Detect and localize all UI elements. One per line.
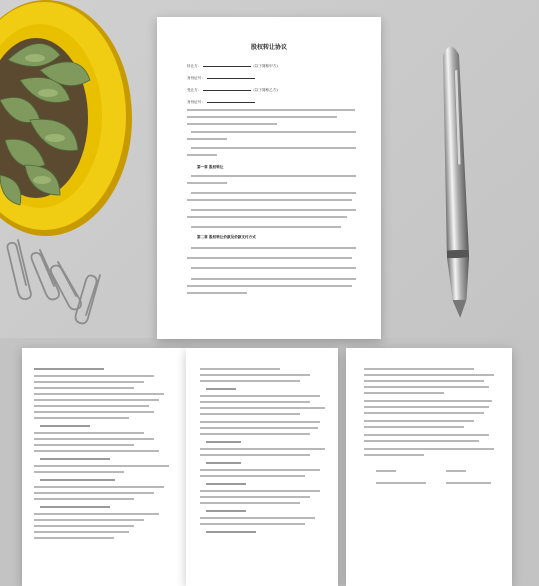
text-line: [34, 531, 129, 533]
text-line: [191, 192, 356, 194]
text-line: [364, 454, 424, 456]
party-b-label: 受让方：: [187, 88, 202, 92]
text-line: [364, 406, 489, 408]
party-a-label: 转让方：: [187, 64, 202, 68]
text-line: [34, 387, 134, 389]
text-line: [187, 123, 277, 125]
text-line: [34, 432, 144, 434]
text-line: [364, 440, 479, 442]
text-line: [34, 411, 154, 413]
text-line: [206, 483, 246, 485]
text-line: [34, 405, 149, 407]
text-line: [40, 506, 110, 508]
text-line: [187, 182, 227, 184]
text-line: [364, 434, 489, 436]
text-line: [191, 147, 356, 149]
text-line: [200, 490, 320, 492]
text-line: [187, 199, 352, 201]
text-line: [200, 433, 310, 435]
text-line: [34, 399, 159, 401]
text-line: [206, 510, 246, 512]
text-line: [200, 496, 310, 498]
text-line: [34, 393, 164, 395]
text-line: [200, 502, 300, 504]
text-line: [191, 175, 356, 177]
text-line: [364, 426, 464, 428]
chapter-2-heading: 第二章 股权转让价款及价款支付方式: [197, 235, 256, 239]
text-line: [364, 420, 474, 422]
text-line: [364, 374, 494, 376]
text-line: [34, 368, 104, 370]
text-line: [200, 421, 320, 423]
text-line: [34, 525, 134, 527]
text-line: [40, 458, 110, 460]
text-line: [34, 417, 129, 419]
text-line: [200, 523, 305, 525]
text-line: [364, 380, 484, 382]
text-line: [34, 381, 144, 383]
text-line: [34, 465, 169, 467]
text-line: [40, 425, 90, 427]
text-line: [364, 448, 494, 450]
text-line: [191, 226, 341, 228]
party-a-field: [187, 63, 278, 69]
party-b-note: (以下简称乙方): [253, 88, 278, 92]
text-line: [187, 116, 337, 118]
text-line: [200, 401, 310, 403]
document-title: 股权转让协议: [250, 44, 287, 51]
text-line: [187, 109, 355, 111]
text-line: [364, 412, 484, 414]
main-document-page: [157, 17, 381, 339]
text-line: [200, 454, 310, 456]
text-line: [191, 209, 356, 211]
text-line: [34, 471, 124, 473]
text-line: [34, 375, 154, 377]
text-line: [364, 400, 492, 402]
document-page-4: [346, 348, 512, 586]
text-line: [191, 267, 356, 269]
chapter-1-heading: 第一章 股权转让: [197, 165, 224, 169]
text-line: [34, 537, 114, 539]
document-page-2: [22, 348, 188, 586]
text-line: [200, 395, 320, 397]
party-b-field: [187, 87, 278, 93]
text-line: [376, 482, 426, 484]
text-line: [187, 216, 347, 218]
text-line: [200, 380, 300, 382]
text-line: [34, 444, 134, 446]
text-line: [364, 392, 444, 394]
text-line: [34, 492, 154, 494]
text-line: [191, 278, 356, 280]
party-a-id-label: 身份证号：: [187, 76, 205, 80]
text-line: [34, 519, 144, 521]
text-line: [200, 427, 318, 429]
text-line: [200, 413, 300, 415]
text-line: [364, 386, 489, 388]
text-line: [34, 498, 134, 500]
text-line: [34, 486, 164, 488]
text-line: [200, 407, 325, 409]
text-line: [34, 513, 159, 515]
text-line: [446, 482, 491, 484]
text-line: [200, 469, 320, 471]
text-line: [206, 462, 241, 464]
party-b-id-label: 身份证号：: [187, 100, 205, 104]
text-line: [206, 388, 236, 390]
text-line: [200, 517, 315, 519]
text-line: [187, 138, 227, 140]
text-line: [34, 450, 159, 452]
party-a-id-field: [187, 75, 257, 81]
text-line: [187, 154, 217, 156]
text-line: [187, 292, 247, 294]
document-page-3: [186, 348, 338, 586]
text-line: [446, 470, 466, 472]
text-line: [191, 247, 356, 249]
text-line: [200, 475, 305, 477]
text-line: [34, 438, 154, 440]
text-line: [200, 448, 325, 450]
party-a-note: (以下简称甲方): [253, 64, 278, 68]
text-line: [200, 374, 310, 376]
text-line: [187, 285, 352, 287]
party-b-id-field: [187, 99, 257, 105]
text-line: [206, 441, 241, 443]
text-line: [40, 479, 115, 481]
text-line: [191, 131, 356, 133]
text-line: [206, 531, 256, 533]
text-line: [187, 257, 352, 259]
text-line: [376, 470, 396, 472]
text-line: [200, 368, 280, 370]
text-line: [364, 368, 474, 370]
